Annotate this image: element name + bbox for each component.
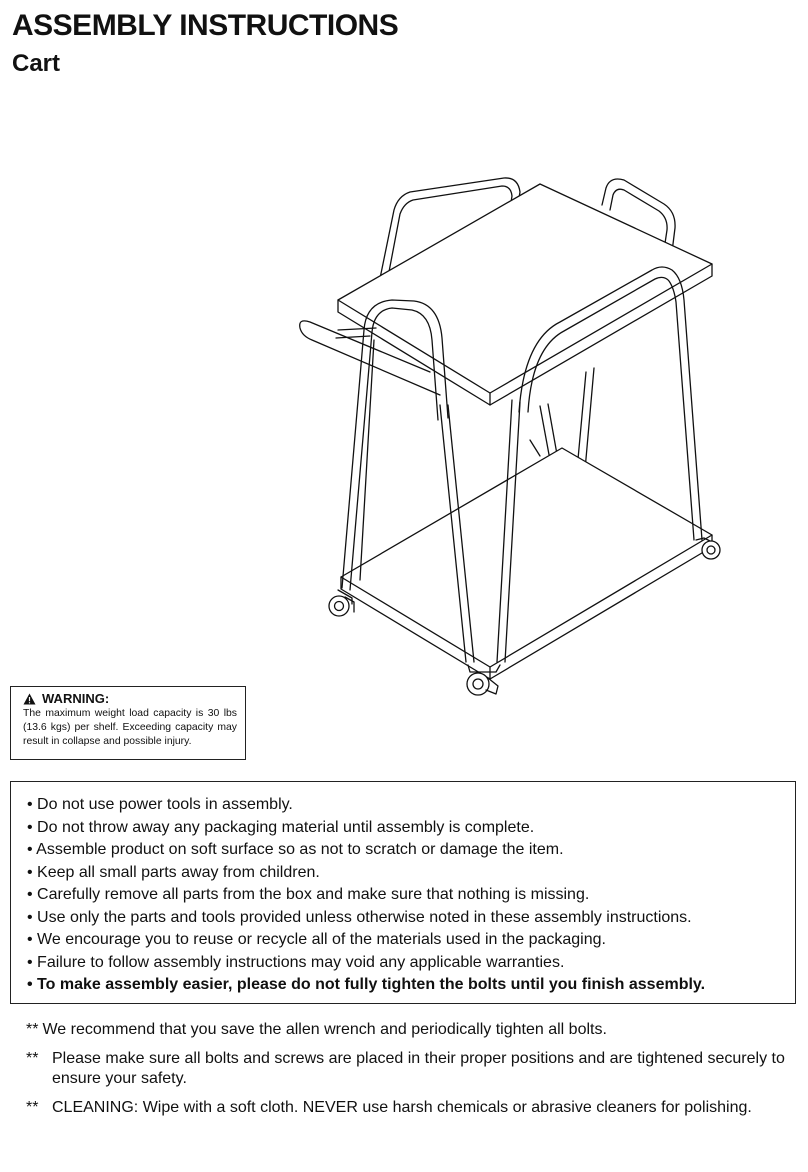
note-item bbox=[26, 1020, 796, 1040]
warning-triangle-icon bbox=[23, 693, 36, 705]
bullet-marker: • bbox=[27, 976, 38, 993]
safety-tip-text: We encourage you to reuse or recycle all of the materials used in the packaging. bbox=[37, 931, 606, 948]
safety-tip-item bbox=[27, 862, 795, 885]
safety-tips-list bbox=[27, 794, 795, 997]
note-text: CLEANING: Wipe with a soft cloth. NEVER use harsh chemicals or abrasive cleaners for polishing. bbox=[52, 1099, 752, 1116]
safety-tip-text: Carefully remove all parts from the box and make sure that nothing is missing. bbox=[37, 886, 590, 903]
safety-tip-item bbox=[27, 907, 795, 930]
safety-tip-item bbox=[27, 974, 795, 997]
note-text: Please make sure all bolts and screws are placed in their proper positions and are tightened securely to ensure your safety. bbox=[52, 1050, 785, 1087]
bullet-marker: • bbox=[27, 931, 38, 948]
safety-tip-text: Keep all small parts away from children. bbox=[37, 863, 320, 881]
note-item bbox=[26, 1049, 796, 1089]
note-text: We recommend that you save the allen wrench and periodically tighten all bolts. bbox=[42, 1021, 607, 1038]
safety-tip-item bbox=[27, 817, 795, 840]
safety-tip-text: Failure to follow assembly instructions may void any applicable warranties. bbox=[37, 953, 565, 971]
bullet-marker: • bbox=[27, 863, 38, 881]
safety-tip-text: Assemble product on soft surface so as not to scratch or damage the item. bbox=[36, 841, 564, 858]
bullet-marker: • bbox=[27, 953, 38, 971]
bullet-marker: • bbox=[27, 841, 37, 858]
warning-label: WARNING: bbox=[42, 691, 110, 706]
page-title: ASSEMBLY INSTRUCTIONS bbox=[12, 9, 399, 42]
safety-tip-item bbox=[27, 884, 795, 907]
safety-tip-text: To make assembly easier, please do not fully tighten the bolts until you finish assembly. bbox=[37, 976, 706, 993]
note-marker: ** bbox=[26, 1099, 39, 1116]
bullet-marker: • bbox=[27, 796, 38, 813]
safety-tips-box bbox=[10, 781, 796, 1004]
warning-text: The maximum weight load capacity is 30 lbs (13.6 kgs) per shelf. Exceeding capacity may result in collapse and possible injury. bbox=[23, 708, 237, 747]
safety-tip-text: Do not throw away any packaging material until assembly is complete. bbox=[37, 818, 535, 836]
safety-tip-item bbox=[27, 929, 795, 952]
note-marker: ** bbox=[26, 1021, 39, 1038]
safety-tip-item bbox=[27, 839, 795, 862]
warning-heading bbox=[23, 691, 237, 706]
note-item bbox=[26, 1098, 796, 1118]
safety-tip-item bbox=[27, 952, 795, 975]
bullet-marker: • bbox=[27, 908, 38, 926]
cart-illustration bbox=[280, 160, 750, 705]
bullet-marker: • bbox=[27, 818, 38, 836]
safety-tip-text: Use only the parts and tools provided unless otherwise noted in these assembly instructions. bbox=[37, 908, 692, 926]
caster-front-icon bbox=[467, 665, 500, 695]
bullet-marker: • bbox=[27, 886, 38, 903]
warning-box bbox=[10, 686, 246, 760]
product-name: Cart bbox=[12, 50, 61, 77]
safety-tip-item bbox=[27, 794, 795, 817]
notes-section bbox=[26, 1020, 796, 1127]
note-marker: ** bbox=[26, 1050, 39, 1067]
safety-tip-text: Do not use power tools in assembly. bbox=[37, 796, 293, 813]
